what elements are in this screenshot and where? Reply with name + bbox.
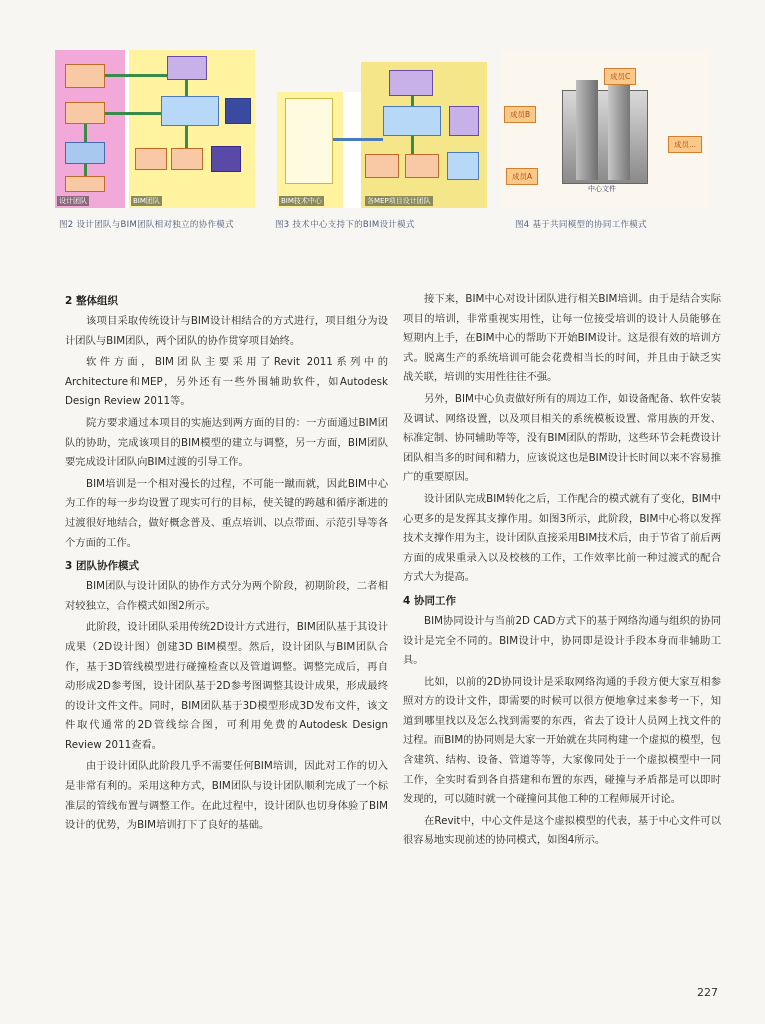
- fig2-arrow: [84, 124, 87, 142]
- fig3-box: [405, 154, 439, 178]
- fig2-box: [65, 64, 105, 88]
- body-paragraph: 设计团队完成BIM转化之后，工作配合的模式就有了变化，BIM中心更多的是发挥其支撑作用。如图3所示，此阶段，BIM中心将以发挥技术支撑作用为主，设计团队直接采用BIM技术后，由于节省了前后两方面的成果重录入以及校核的工作，工作效率比前一种过渡式的配合方式大为提高。: [403, 492, 721, 584]
- building-model-icon: [576, 80, 598, 180]
- fig2-box: [65, 102, 105, 124]
- fig2-label-bim-team: BIM团队: [133, 197, 160, 205]
- fig4-caption: 图4 基于共同模型的协同工作模式: [515, 220, 647, 230]
- figure-3: [277, 92, 487, 208]
- body-paragraph: 接下来，BIM中心对设计团队进行相关BIM培训。由于是结合实际项目的培训，非常重视实用性，让每一位接受培训的设计人员能够在短期内上手，在BIM中心的帮助下开始BIM设计。这是很有效的培训方式。脱离生产的系统培训可能会花费相当长的时间，并且由于缺乏实战关联，培训的实用性往往不强。: [403, 293, 721, 384]
- right-column: [403, 290, 721, 853]
- fig2-box: [135, 148, 167, 170]
- fig3-box: [389, 70, 433, 96]
- fig3-box: [447, 152, 479, 180]
- fig4-member-c: 成员C: [604, 68, 636, 85]
- figure-4: [500, 50, 710, 208]
- body-paragraph: BIM培训是一个相对漫长的过程，不可能一蹴而就，因此BIM中心为工作的每一步均设置了现实可行的目标，使关键的跨越和循序渐进的过渡很好地结合，做好概念普及、重点培训、以点带面、示范引导等各个方面的工作。: [65, 477, 388, 549]
- fig3-label-tech-center: BIM技术中心: [281, 197, 322, 205]
- section-heading: 2 整体组织: [65, 295, 118, 307]
- fig3-arrow: [333, 138, 383, 141]
- fig2-arrow: [84, 164, 87, 176]
- body-paragraph: 该项目采取传统设计与BIM设计相结合的方式进行，项目组分为设计团队与BIM团队，两个团队的协作贯穿项目始终。: [65, 315, 388, 347]
- fig2-box: [65, 142, 105, 164]
- fig2-box: [161, 96, 219, 126]
- fig2-box: [167, 56, 207, 80]
- fig3-arrow: [411, 136, 414, 154]
- fig3-box: [285, 98, 333, 184]
- fig4-center-file-label: 中心文件: [588, 185, 616, 193]
- fig4-member-a: 成员A: [506, 168, 538, 185]
- body-paragraph: 另外，BIM中心负责做好所有的周边工作，如设备配备、软件安装及调试、网络设置，以及项目相关的系统模板设置、常用族的开发、标准定制、协同辅助等等，没有BIM团队的帮助，这些环节会耗费设计团队相当多的时间和精力，应该说这也是BIM设计长时间以来不容易推广的重要原因。: [403, 392, 721, 484]
- fig2-caption: 图2 设计团队与BIM团队相对独立的协作模式: [59, 220, 234, 230]
- body-paragraph: 在Revit中，中心文件是这个虚拟模型的代表，基于中心文件可以很容易地实现前述的协同模式，如图4所示。: [403, 814, 721, 847]
- body-paragraph: 比如，以前的2D协同设计是采取网络沟通的手段方便大家互相参照对方的设计文件，即需要的时候可以很方便地拿过来参考一下，知道到哪里找以及怎么找到需要的东西，省去了设计人员网上找文件的过程。而BIM的协同则是大家一开始就在共同构建一个虚拟的模型，包含建筑、结构、设备、管道等等，大家像同处于一个虚拟模型中一同工作，全实时看到各自搭建和布置的东西，碰撞与矛盾都是可以即时发现的，可以随时就一个碰撞问其他工种的工程师展开讨论。: [403, 675, 721, 806]
- body-paragraph: BIM团队与设计团队的协作方式分为两个阶段，初期阶段，二者相对较独立，合作模式如图2所示。: [65, 580, 388, 612]
- fig3-caption: 图3 技术中心支持下的BIM设计模式: [275, 220, 415, 230]
- body-paragraph: 此阶段，设计团队采用传统2D设计方式进行，BIM团队基于其设计成果（2D设计图）创建3D BIM模型。然后，设计团队与BIM团队合作，基于3D管线模型进行碰撞检查以及管道调整。调整完成后，再自动形成2D参考图，设计团队基于2D参考图调整其设计成果，形成最终的设计文件文件。同时，BIM团队基于3D模型形成3D发布文件，该文件取代通常的2D管线综合图，可利用免费的Autodesk Design Review 2011查看。: [65, 621, 388, 751]
- page-number: 227: [697, 986, 718, 999]
- fig3-label-design-teams: 各MEP项目设计团队: [367, 197, 431, 205]
- body-paragraph: 由于设计团队此阶段几乎不需要任何BIM培训，因此对工作的切入是非常有利的。采用这种方式，BIM团队与设计团队顺利完成了一个标准层的管线布置与调整工作。在此过程中，设计团队也切身体验了BIM设计的优势，为BIM培训打下了良好的基础。: [65, 760, 388, 832]
- fig3-box: [383, 106, 441, 136]
- fig3-box: [365, 154, 399, 178]
- fig2-arrow: [185, 126, 188, 148]
- section-heading: 4 协同工作: [403, 594, 456, 607]
- fig4-member-b: 成员B: [504, 106, 536, 123]
- body-paragraph: 院方要求通过本项目的实施达到两方面的目的：一方面通过BIM团队的协助，完成该项目的BIM模型的建立与调整，另一方面，BIM团队要完成设计团队向BIM过渡的引导工作。: [65, 416, 388, 469]
- building-model-icon: [608, 84, 630, 180]
- fig2-box: [225, 98, 251, 124]
- section-heading: 3 团队协作模式: [65, 560, 139, 573]
- fig2-box: [171, 148, 203, 170]
- building-model-icon: [562, 90, 648, 184]
- fig2-label-design-team: 设计团队: [59, 197, 87, 205]
- left-column: [65, 290, 388, 838]
- fig3-box: [449, 106, 479, 136]
- fig2-arrow: [105, 112, 161, 115]
- body-paragraph: 软件方面，BIM团队主要采用了Revit 2011系列中的Architecture和MEP，另外还有一些外围辅助软件，如Autodesk Design Review 2011等。: [65, 356, 388, 408]
- fig3-arrow: [411, 96, 414, 106]
- body-paragraph: BIM协同设计与当前2D CAD方式下的基于网络沟通与组织的协同设计是完全不同的。BIM设计中，协同即是设计手段本身而非辅助工具。: [403, 614, 721, 667]
- fig2-box: [211, 146, 241, 172]
- fig4-member-more: 成员...: [668, 136, 702, 153]
- figure-2: [55, 50, 255, 208]
- fig2-box: [65, 176, 105, 192]
- fig2-arrow: [105, 74, 167, 77]
- fig2-arrow: [185, 80, 188, 96]
